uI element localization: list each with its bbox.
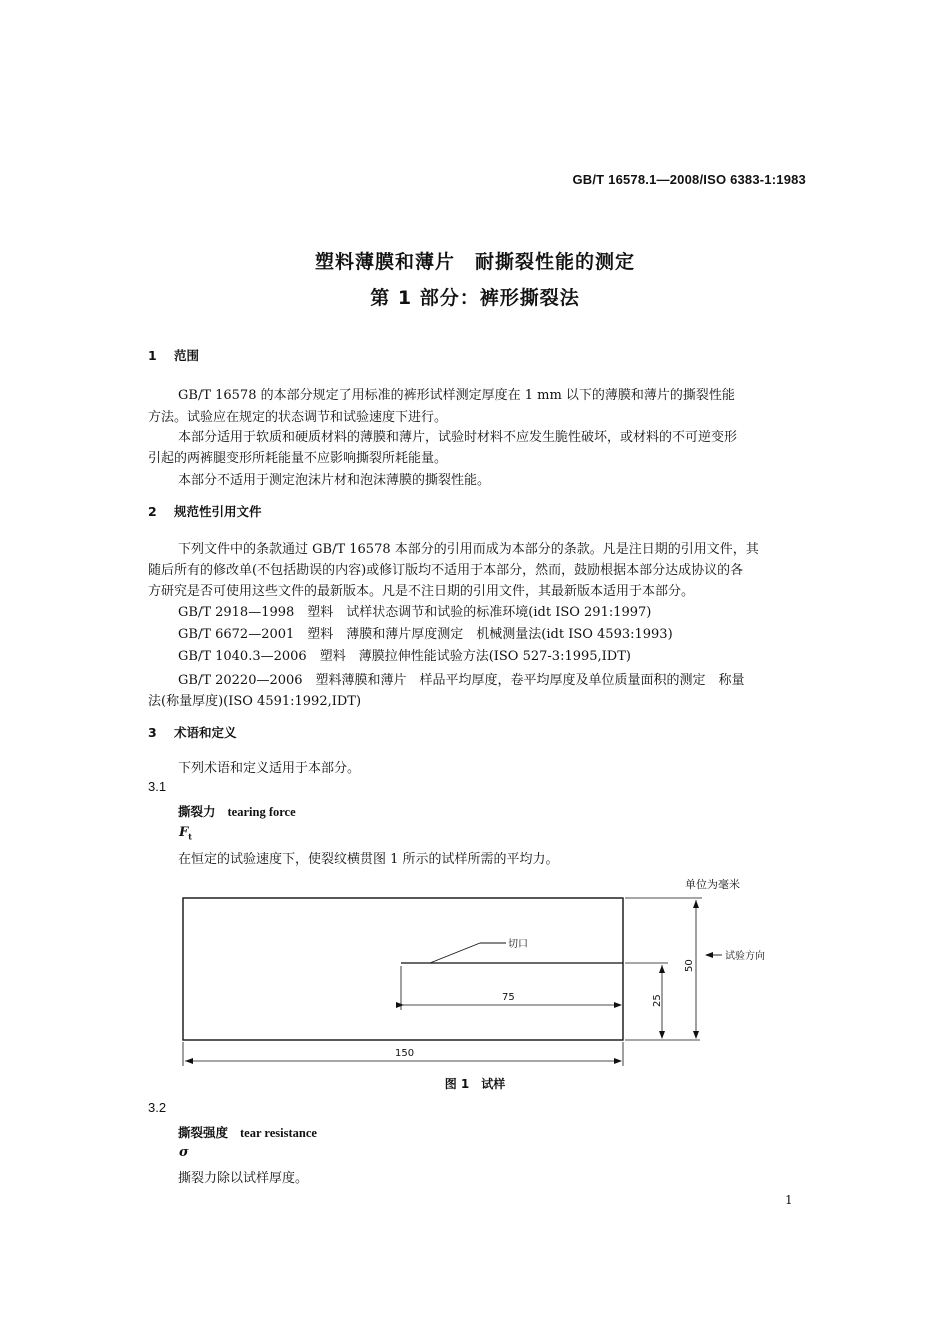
page-number: 1 bbox=[785, 1193, 793, 1207]
paragraph-text: GB/T 16578 的本部分规定了用标准的裤形试样测定厚度在 1 mm 以下的薄膜和薄片的撕裂性能 bbox=[178, 388, 735, 403]
term-english: tear resistance bbox=[240, 1126, 317, 1140]
figure-caption: 图 1 试样 bbox=[444, 1077, 506, 1091]
section-title: 范围 bbox=[174, 348, 200, 363]
term-definition: 在恒定的试验速度下，使裂纹横贯图 1 所示的试样所需的平均力。 bbox=[178, 852, 559, 867]
section-number: 3 bbox=[148, 725, 157, 740]
paragraph-text: 随后所有的修改单(不包括勘误的内容)或修订版均不适用于本部分，然而，鼓励根据本部分达成协议的各 bbox=[148, 563, 744, 578]
cut-leader-line bbox=[430, 943, 480, 963]
dim-75-label: 75 bbox=[502, 992, 515, 1003]
term-chinese: 撕裂强度 bbox=[178, 1125, 229, 1140]
dim-150-label: 150 bbox=[395, 1048, 415, 1059]
cut-label: 切口 bbox=[508, 939, 528, 950]
section-number: 2 bbox=[148, 504, 157, 519]
symbol-subscript: t bbox=[188, 831, 192, 842]
document-title-line2: 第 1 部分：裤形撕裂法 bbox=[370, 287, 580, 309]
subsection-number: 3.2 bbox=[148, 1100, 167, 1115]
reference-item: GB/T 6672—2001 塑料 薄膜和薄片厚度测定 机械测量法(idt ISO 4593:1993) bbox=[178, 627, 673, 642]
term-chinese: 撕裂力 bbox=[178, 804, 216, 819]
dim-150-arrow-left bbox=[185, 1058, 193, 1064]
dim-25-arrow-top bbox=[659, 965, 665, 973]
section-title: 术语和定义 bbox=[174, 725, 237, 740]
term-english: tearing force bbox=[227, 805, 296, 819]
paragraph-text: 方研究是否可使用这些文件的最新版本。凡是不注日期的引用文件，其最新版本适用于本部分。 bbox=[148, 584, 695, 599]
direction-label: 试验方向 bbox=[725, 951, 765, 962]
section-title: 规范性引用文件 bbox=[174, 504, 262, 519]
dim-25-label: 25 bbox=[652, 994, 663, 1007]
dim-50-label: 50 bbox=[684, 959, 695, 972]
term-entry bbox=[178, 1123, 317, 1141]
paragraph-text: 引起的两裤腿变形所耗能量不应影响撕裂所耗能量。 bbox=[148, 451, 448, 466]
dim-50-arrow-top bbox=[693, 900, 699, 908]
reference-item: GB/T 20220—2006 塑料薄膜和薄片 样品平均厚度，卷平均厚度及单位质量面积的测定 称量 bbox=[178, 673, 745, 688]
reference-item: GB/T 2918—1998 塑料 试样状态调节和试验的标准环境(idt ISO 291:1997) bbox=[178, 605, 652, 620]
paragraph-text: 下列文件中的条款通过 GB/T 16578 本部分的引用而成为本部分的条款。凡是注日期的引用文件，其 bbox=[178, 542, 759, 557]
unit-label: 单位为毫米 bbox=[685, 878, 740, 891]
symbol-letter: F bbox=[179, 825, 189, 840]
section-number: 1 bbox=[148, 348, 157, 363]
document-title-line1: 塑料薄膜和薄片 耐撕裂性能的测定 bbox=[314, 251, 635, 273]
term-definition: 撕裂力除以试样厚度。 bbox=[178, 1171, 309, 1186]
paragraph-text: 本部分不适用于测定泡沫片材和泡沫薄膜的撕裂性能。 bbox=[178, 473, 491, 488]
reference-item: 法(称量厚度)(ISO 4591:1992,IDT) bbox=[148, 694, 362, 709]
reference-item: GB/T 1040.3—2006 塑料 薄膜拉伸性能试验方法(ISO 527-3:1995,IDT) bbox=[178, 649, 631, 664]
specimen-outline bbox=[183, 898, 623, 1040]
standard-number: GB/T 16578.1—2008/ISO 6383-1:1983 bbox=[572, 172, 806, 187]
paragraph-text: 本部分适用于软质和硬质材料的薄膜和薄片，试验时材料不应发生脆性破坏，或材料的不可逆变形 bbox=[178, 430, 738, 445]
term-symbol: σ bbox=[179, 1145, 189, 1160]
paragraph-text: 方法。试验应在规定的状态调节和试验速度下进行。 bbox=[148, 410, 448, 425]
subsection-number: 3.1 bbox=[148, 779, 167, 794]
paragraph-text: 下列术语和定义适用于本部分。 bbox=[178, 761, 361, 776]
